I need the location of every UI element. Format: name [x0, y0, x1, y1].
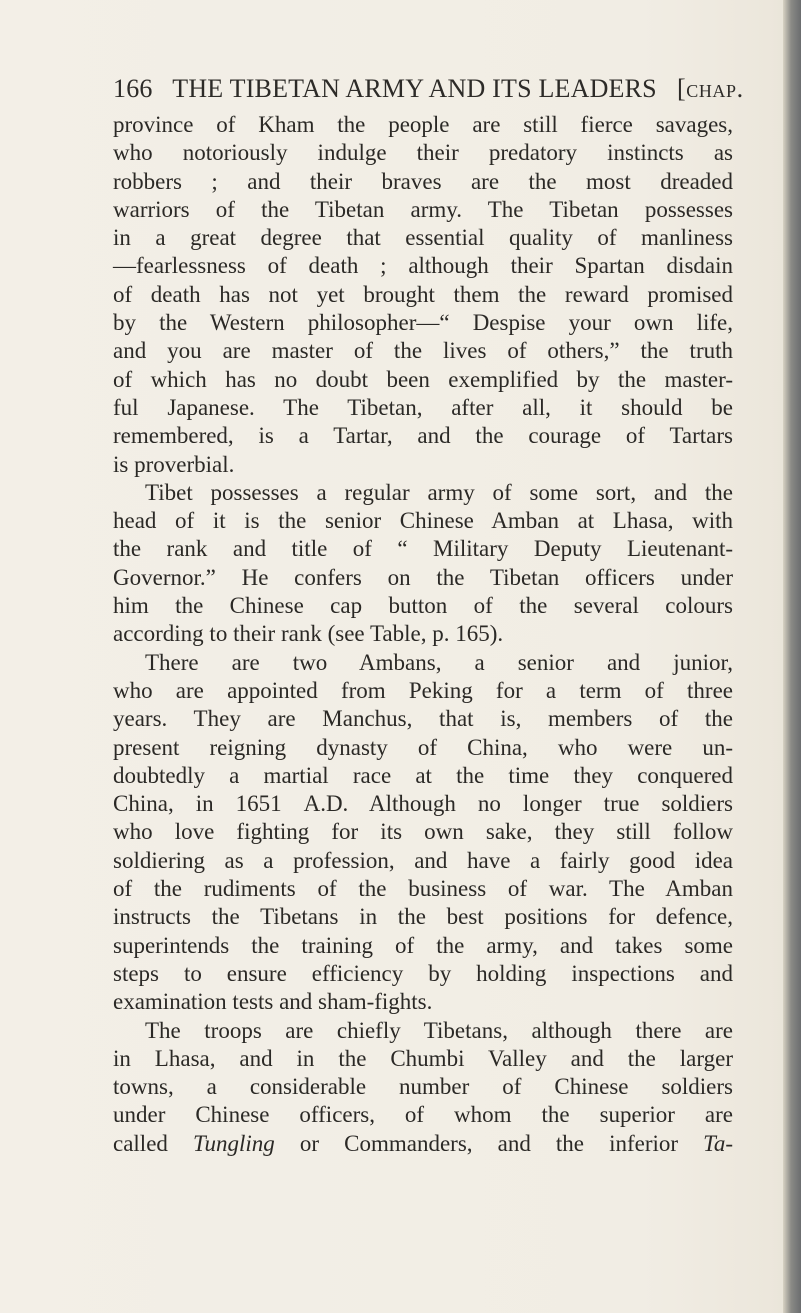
text-line: remembered, is a Tartar, and the courage of Tartars [113, 423, 733, 449]
text-line: of which has no doubt been exemplified by the master- [113, 366, 733, 392]
text-line: soldiering as a profession, and have a fairly good idea [113, 847, 733, 873]
text-line: under Chinese officers, of whom the superior are [113, 1102, 733, 1128]
page-number: 166 [113, 74, 153, 103]
text-line: There are two Ambans, a senior and junior, [145, 649, 733, 675]
text-line: present reigning dynasty of China, who were un- [113, 734, 733, 760]
text-line: head of it is the senior Chinese Amban at Lhasa, with [113, 508, 733, 534]
text-line: years. They are Manchus, that is, members of the [113, 706, 733, 732]
text-line: in Lhasa, and in the Chumbi Valley and the larger [113, 1045, 733, 1071]
text-fragment: called [113, 1130, 193, 1156]
chapter-abbrev: [chap. [676, 74, 744, 103]
text-line: The troops are chiefly Tibetans, although there are [145, 1017, 733, 1043]
text-line: of the rudiments of the business of war. The Amban [113, 876, 733, 902]
text-line: towns, a considerable number of Chinese soldiers [113, 1074, 733, 1100]
text-line: by the Western philosopher—“ Despise your own life, [113, 310, 733, 336]
text-line: who love fighting for its own sake, they still follow [113, 819, 733, 845]
text-line: is proverbial. [113, 451, 235, 477]
text-line: —fearlessness of death ; although their Spartan disdain [113, 253, 733, 279]
text-line: instructs the Tibetans in the best positions for defence, [113, 904, 733, 930]
text-line [113, 1130, 733, 1158]
text-line: Governor.” He confers on the Tibetan officers under [113, 564, 733, 590]
text-line: of death has not yet brought them the reward promised [113, 281, 733, 307]
text-line: doubtedly a martial race at the time they conquered [113, 762, 733, 788]
body-text [113, 111, 733, 1158]
text-line: superintends the training of the army, and takes some [113, 932, 733, 958]
text-line: steps to ensure efficiency by holding inspections and [113, 960, 733, 986]
text-line: who notoriously indulge their predatory instincts as [113, 140, 733, 166]
text-line: province of Kham the people are still fierce savages, [113, 112, 733, 137]
text-line: warriors of the Tibetan army. The Tibetan possesses [113, 196, 733, 222]
text-line: and you are master of the lives of others,” the truth [113, 338, 733, 364]
text-fragment: or Commanders, and the inferior [274, 1130, 704, 1156]
page-edge-shadow [783, 0, 801, 1313]
era-abbrev: A.D. [303, 791, 349, 817]
text-line: ful Japanese. The Tibetan, after all, it should be [113, 394, 733, 420]
text-line: him the Chinese cap button of the several colours [113, 593, 733, 619]
running-header [113, 72, 744, 106]
text-line: the rank and title of “ Military Deputy Lieutenant- [113, 536, 733, 562]
text-line: in a great degree that essential quality of manliness [113, 225, 733, 251]
text-line: examination tests and sham-fights. [113, 989, 433, 1015]
running-title: THE TIBETAN ARMY AND ITS LEADERS [172, 74, 657, 103]
italic-term: Ta- [703, 1130, 733, 1156]
text-line: who are appointed from Peking for a term of three [113, 677, 733, 703]
text-line: Tibet possesses a regular army of some sort, and the [145, 479, 733, 505]
text-line: robbers ; and their braves are the most dreaded [113, 168, 733, 194]
text-line [113, 790, 733, 818]
text-line: according to their rank (see Table, p. 165). [113, 621, 504, 647]
text-fragment: Although no longer true soldiers [348, 791, 733, 817]
text-fragment: China, in 1651 [113, 791, 304, 817]
italic-term: Tungling [193, 1130, 275, 1156]
